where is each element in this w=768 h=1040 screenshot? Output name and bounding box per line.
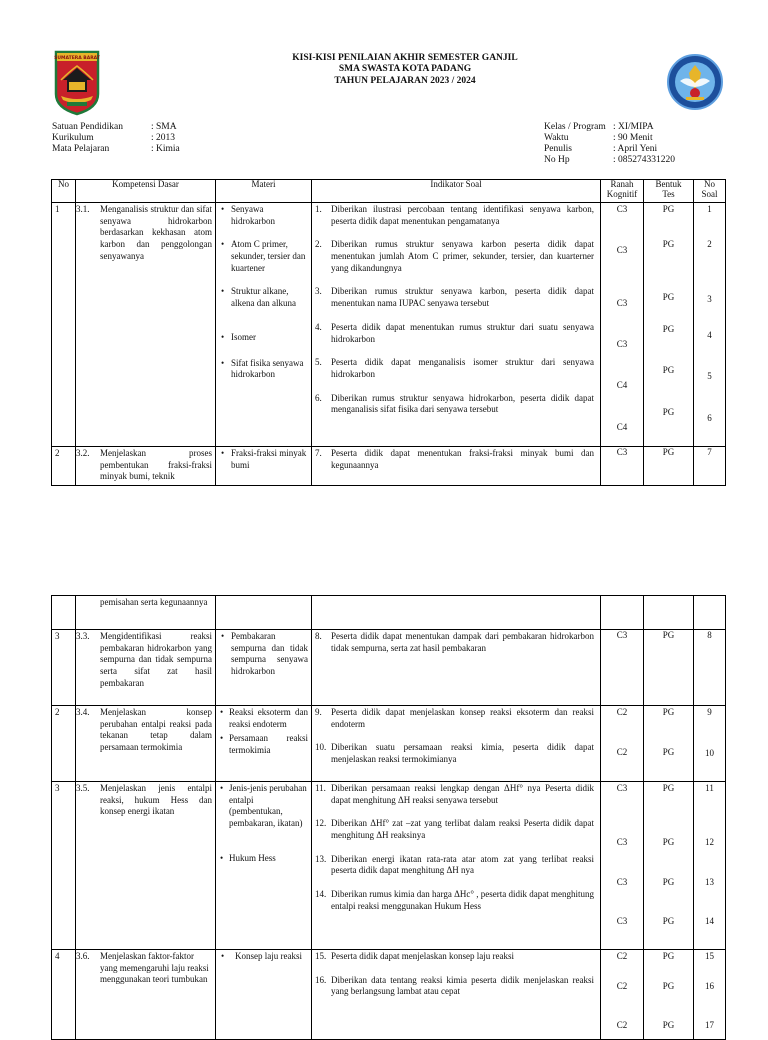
no-soal-value: 2 (707, 239, 712, 249)
indikator-item (315, 204, 594, 227)
table-row (52, 782, 726, 950)
header-text: Soal (701, 188, 718, 199)
ranah-value: C3 (601, 630, 644, 706)
ranah-value: C2 (616, 747, 628, 757)
info-left (52, 122, 180, 155)
header-kompetensi-dasar: Kompetensi Dasar (76, 180, 216, 203)
info-label: Satuan Pendidikan (52, 122, 123, 132)
ranah-value: C3 (616, 877, 628, 887)
no-soal-value: 16 (705, 981, 714, 991)
no-soal-cell (694, 782, 726, 950)
no-soal-value: 17 (705, 1020, 714, 1030)
indikator-number: 1. (315, 204, 322, 214)
no-soal-cell (694, 950, 726, 1040)
info-value: : XI/MIPA (613, 122, 654, 132)
ranah-value: C4 (616, 422, 628, 432)
ranah-cell (601, 950, 644, 1040)
indikator-number: 4. (315, 321, 322, 332)
row-no (52, 596, 76, 630)
row-no: 2 (52, 706, 76, 782)
no-soal-value: 12 (705, 837, 714, 847)
info-label: Penulis (544, 143, 572, 154)
no-soal-value: 5 (707, 371, 712, 381)
materi-item: • Hukum Hess (219, 853, 308, 865)
indikator-item (315, 818, 594, 841)
ranah-cell (601, 782, 644, 950)
bentuk-value: PG (662, 407, 675, 417)
bentuk-value: PG (644, 630, 694, 706)
no-soal-value: 14 (705, 916, 714, 926)
bentuk-cell (644, 782, 694, 950)
indikator-number: 12. (315, 818, 327, 829)
materi-item: • Sifat fisika senyawa hidrokarbon (219, 358, 308, 381)
indikator-number: 11. (315, 783, 326, 793)
kisi-kisi-table-page-1 (51, 179, 726, 486)
bentuk-value: PG (662, 837, 675, 847)
title-line-1: KISI-KISI PENILAIAN AKHIR SEMESTER GANJIL (292, 53, 518, 63)
bentuk-value: PG (662, 324, 675, 334)
ranah-value: C3 (616, 783, 628, 793)
header-bentuk-tes (644, 180, 694, 203)
indikator-item (315, 448, 594, 471)
kd-number: 3.4. (76, 707, 90, 717)
header-text: Tes (662, 188, 675, 199)
indikator-text: Diberikan rumus kimia dan harga ΔHc° , peserta didik dapat menghitung entalpi reaksi menggunakan Hukum Hess (331, 889, 594, 911)
info-label: No Hp (544, 154, 570, 165)
kd-number: 3.1. (76, 204, 90, 214)
indikator-cell (312, 782, 601, 950)
indikator-item (315, 742, 594, 765)
kd-number: 3.3. (76, 631, 90, 641)
materi-cell (216, 630, 312, 706)
bentuk-value: PG (662, 239, 675, 249)
bentuk-value: PG (662, 365, 675, 375)
ranah-cell (601, 203, 644, 447)
materi-cell (216, 596, 312, 630)
kd-text: Menganalisis struktur dan sifat senyawa hidrokarbon berdasarkan kekhasan atom karbon dan penggolongan senyawanya (100, 204, 212, 261)
indikator-item (315, 631, 594, 654)
indikator-text: Peserta didik dapat menentukan fraksi-fraksi minyak bumi dan kegunaannya (331, 448, 594, 470)
indikator-number: 6. (315, 392, 322, 403)
indikator-text: Peserta didik dapat menjelaskan konsep laju reaksi (331, 951, 514, 961)
info-label: Waktu (544, 132, 569, 143)
row-no: 4 (52, 950, 76, 1040)
sumbar-logo (53, 50, 101, 116)
no-soal-cell (694, 706, 726, 782)
materi-cell (216, 203, 312, 447)
materi-item: • Konsep laju reaksi (219, 951, 308, 963)
ranah-cell (601, 596, 644, 630)
bentuk-value: PG (662, 292, 675, 302)
info-label: Kelas / Program (544, 122, 606, 132)
indikator-text: Diberikan ilustrasi percobaan tentang identifikasi senyawa karbon, peserta didik dapat menentukan pengamatanya (331, 204, 594, 226)
indikator-item (315, 286, 594, 309)
table-row (52, 447, 726, 486)
header-text: Bentuk (655, 179, 682, 189)
bentuk-value: PG (644, 447, 694, 486)
indikator-number: 16. (315, 974, 327, 985)
bentuk-cell (644, 950, 694, 1040)
no-soal-value: 8 (694, 630, 726, 706)
indikator-item (315, 393, 594, 416)
materi-item: • Struktur alkane, alkena dan alkuna (219, 286, 308, 309)
indikator-text: Diberikan persamaan reaksi lengkap dengan ΔHf° nya Peserta didik dapat menghitung ΔH reaksi senyawa tersebut (331, 783, 594, 805)
materi-item: • Fraksi-fraksi minyak bumi (219, 448, 308, 471)
kd-cell (76, 203, 216, 447)
header-text: Kognitif (606, 188, 638, 199)
row-no: 3 (52, 782, 76, 950)
kd-number: 3.5. (76, 783, 90, 793)
header-materi: Materi (216, 180, 312, 203)
document-title (200, 53, 610, 87)
indikator-number: 9. (315, 707, 322, 717)
indikator-cell (312, 596, 601, 630)
info-right (544, 122, 675, 166)
indikator-text: Diberikan energi ikatan rata-rata atar atom zat yang terlibat reaksi peserta didik dapat menghitung ΔH nya (331, 853, 594, 876)
kd-text: Menjelaskan faktor-faktor yang memengaruhi laju reaksi menggunakan teori tumbukan (100, 951, 209, 985)
bentuk-cell (644, 203, 694, 447)
no-soal-value: 13 (705, 877, 714, 887)
no-soal-value: 4 (707, 330, 712, 340)
indikator-item (315, 889, 594, 912)
table-row (52, 950, 726, 1040)
ranah-value: C3 (616, 837, 628, 847)
indikator-number: 7. (315, 448, 322, 458)
indikator-item (315, 975, 594, 998)
logo-banner-text: SUMATERA BARAT (54, 56, 100, 61)
no-soal-value: 15 (705, 951, 714, 961)
ranah-value: C3 (616, 339, 628, 349)
indikator-item (315, 854, 594, 877)
indikator-number: 10. (315, 742, 327, 753)
bentuk-value: PG (662, 783, 675, 793)
indikator-item (315, 783, 594, 806)
ranah-value: C2 (616, 707, 628, 717)
kd-number: 3.2. (76, 448, 90, 458)
materi-item: • Atom C primer, sekunder, tersier dan kuartener (219, 239, 308, 274)
info-value: : April Yeni (613, 143, 658, 154)
table-row (52, 630, 726, 706)
bentuk-value: PG (662, 981, 675, 991)
ranah-value: C3 (601, 447, 644, 486)
info-value: : Kimia (151, 143, 180, 154)
no-soal-value: 10 (705, 748, 714, 758)
kd-text: Menjelaskan konsep perubahan entalpi reaksi pada tekanan tetap dalam persamaan termokimia (100, 707, 212, 753)
kisi-kisi-table-page-2 (51, 595, 726, 1040)
indikator-item (315, 239, 594, 274)
materi-cell (216, 950, 312, 1040)
header-no: No (52, 180, 76, 203)
indikator-item (315, 951, 594, 963)
ranah-value: C3 (616, 298, 628, 308)
bentuk-value: PG (662, 916, 675, 926)
indikator-number: 13. (315, 853, 327, 864)
info-value: : 085274331220 (613, 154, 676, 165)
indikator-text: Diberikan ΔHf° zat –zat yang terlibat dalam reaksi Peserta didik dapat menghitung ΔH reaksinya (331, 818, 594, 841)
materi-cell (216, 706, 312, 782)
indikator-number: 2. (315, 239, 322, 250)
ranah-value: C2 (616, 951, 628, 961)
ranah-value: C2 (616, 1020, 628, 1030)
info-label: Mata Pelajaran (52, 143, 110, 154)
indikator-item (315, 322, 594, 345)
bentuk-value: PG (662, 707, 675, 717)
kd-number: 3.6. (76, 951, 90, 961)
header-text: No (704, 179, 715, 189)
kd-text: Mengidentifikasi reaksi pembakaran hidrokarbon yang sempurna dan tidak sempurna serta sifat zat hasil pembakaran (100, 631, 212, 688)
bentuk-value: PG (662, 747, 675, 757)
tut-wuri-handayani-logo (666, 53, 724, 111)
kd-cell (76, 706, 216, 782)
indikator-cell (312, 950, 601, 1040)
kd-cell (76, 782, 216, 950)
materi-item: • Jenis-jenis perubahan entalpi (pembentukan, pembakaran, ikatan) (219, 783, 308, 830)
indikator-cell (312, 706, 601, 782)
no-soal-cell (694, 596, 726, 630)
info-value: : 90 Menit (613, 132, 653, 143)
no-soal-value: 1 (707, 204, 712, 214)
indikator-number: 14. (315, 889, 327, 900)
indikator-number: 8. (315, 631, 322, 641)
indikator-number: 3. (315, 286, 322, 297)
no-soal-value: 6 (707, 413, 712, 423)
indikator-item (315, 357, 594, 380)
table-row-continuation (52, 596, 726, 630)
info-value: : SMA (151, 122, 177, 132)
kd-text: Menjelaskan proses pembentukan fraksi-fraksi minyak bumi, teknik (100, 448, 212, 482)
materi-item: • Reaksi eksoterm dan reaksi endoterm (219, 707, 308, 730)
kd-cell (76, 950, 216, 1040)
info-value: : 2013 (151, 132, 176, 143)
no-soal-value: 9 (707, 707, 712, 717)
materi-item: • Persamaan reaksi termokimia (219, 733, 308, 756)
ranah-value: C2 (616, 981, 628, 991)
indikator-number: 5. (315, 357, 322, 368)
ranah-value: C4 (616, 380, 628, 390)
title-line-3: TAHUN PELAJARAN 2023 / 2024 (334, 75, 476, 86)
indikator-text: Diberikan data tentang reaksi kimia peserta didik menjelaskan reaksi yang berlangsung lambat atau cepat (331, 974, 594, 997)
info-label: Kurikulum (52, 132, 94, 143)
materi-item: • Pembakaran sempurna dan tidak sempurna senyawa hidrokarbon (219, 631, 308, 678)
indikator-item (315, 707, 594, 730)
table-row (52, 203, 726, 447)
indikator-text: Diberikan suatu persamaan reaksi kimia, peserta didik dapat menjelaskan reaksi termokimianya (331, 742, 594, 765)
indikator-text: Peserta didik dapat menentukan rumus struktur dari suatu senyawa hidrokarbon (331, 321, 594, 344)
header-no-soal (694, 180, 726, 203)
row-no: 2 (52, 447, 76, 486)
ranah-value: C3 (616, 245, 628, 255)
ranah-value: C3 (616, 916, 628, 926)
no-soal-value: 7 (694, 447, 726, 486)
materi-cell (216, 782, 312, 950)
title-line-2: SMA SWASTA KOTA PADANG (338, 64, 472, 75)
indikator-cell (312, 203, 601, 447)
indikator-text: Diberikan rumus struktur senyawa karbon peserta didik dapat menentukan jumlah Atom C primer, sekunder, tersier, dan kuarterner yang dikandungnya (331, 239, 594, 273)
bentuk-value: PG (662, 877, 675, 887)
table-row (52, 706, 726, 782)
bentuk-cell (644, 706, 694, 782)
header-indikator-soal: Indikator Soal (312, 180, 601, 203)
no-soal-cell (694, 203, 726, 447)
indikator-number: 15. (315, 951, 327, 961)
ranah-value: C3 (616, 204, 628, 214)
header-ranah-kognitif (601, 180, 644, 203)
materi-cell (216, 447, 312, 486)
indikator-cell (312, 447, 601, 486)
ranah-cell (601, 706, 644, 782)
kd-continuation: pemisahan serta kegunaannya (76, 596, 216, 630)
no-soal-value: 11 (705, 783, 714, 793)
kd-text: Menjelaskan jenis entalpi reaksi, hukum Hess dan konsep energi ikatan (100, 783, 212, 817)
bentuk-cell (644, 596, 694, 630)
row-no: 3 (52, 630, 76, 706)
kd-cell (76, 447, 216, 486)
header-text: Ranah (610, 179, 634, 189)
kd-cell (76, 630, 216, 706)
materi-item: • Senyawa hidrokarbon (219, 204, 308, 227)
indikator-text: Diberikan rumus struktur senyawa hidrokarbon, peserta didik dapat menganalisis sifat fisika dari senyawa tersebut (331, 392, 594, 415)
no-soal-value: 3 (707, 294, 712, 304)
bentuk-value: PG (662, 1020, 675, 1030)
indikator-text: Peserta didik dapat menganalisis isomer struktur dari senyawa hidrokarbon (331, 357, 594, 379)
indikator-text: Peserta didik dapat menentukan dampak dari pembakaran hidrokarbon tidak sempurna, serta zat hasil pembakaran (331, 631, 594, 653)
table-header-row (52, 180, 726, 203)
indikator-text: Diberikan rumus struktur senyawa karbon, peserta didik dapat menentukan nama IUPAC senyawa tersebut (331, 286, 594, 309)
indikator-text: Peserta didik dapat menjelaskan konsep reaksi eksoterm dan reaksi endoterm (331, 707, 594, 729)
bentuk-value: PG (662, 951, 675, 961)
indikator-cell (312, 630, 601, 706)
bentuk-value: PG (662, 204, 675, 214)
row-no: 1 (52, 203, 76, 447)
materi-item: • Isomer (219, 332, 308, 344)
